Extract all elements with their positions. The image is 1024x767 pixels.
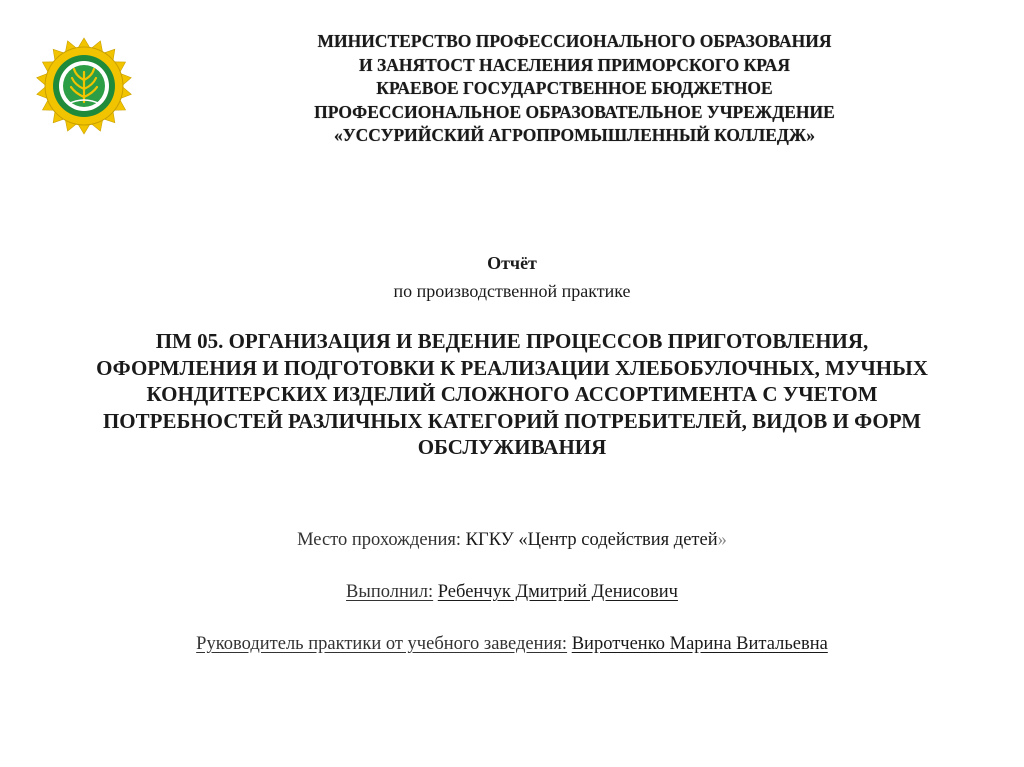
supervisor-line <box>0 632 1024 656</box>
module-title-line: КОНДИТЕРСКИХ ИЗДЕЛИЙ СЛОЖНОГО АССОРТИМЕНТА С УЧЕТОМ <box>146 382 878 406</box>
header-line: МИНИСТЕРСТВО ПРОФЕССИОНАЛЬНОГО ОБРАЗОВАНИЯ <box>317 31 832 51</box>
header-line: И ЗАНЯТОСТ НАСЕЛЕНИЯ ПРИМОРСКОГО КРАЯ <box>358 54 791 75</box>
module-title-line: ОБСЛУЖИВАНИЯ <box>417 435 607 459</box>
author-label: Выполнил: <box>346 582 434 602</box>
module-title-line: ОФОРМЛЕНИЯ И ПОДГОТОВКИ К РЕАЛИЗАЦИИ ХЛЕБОБУЛОЧНЫХ, МУЧНЫХ <box>96 355 928 380</box>
practice-place-quote: » <box>717 530 727 550</box>
author-name: Ребенчук Дмитрий Денисович <box>437 582 678 602</box>
institution-header <box>0 30 1024 148</box>
module-title <box>0 328 1024 461</box>
practice-place-value: КГКУ «Центр содействия детей <box>465 530 718 550</box>
practice-place <box>0 528 1024 552</box>
header-line: КРАЕВОЕ ГОСУДАРСТВЕННОЕ БЮДЖЕТНОЕ <box>376 78 773 98</box>
report-title: Отчёт <box>487 253 537 273</box>
author-line <box>0 580 1024 604</box>
practice-place-label: Место прохождения: <box>297 530 462 550</box>
module-title-line: ПОТРЕБНОСТЕЙ РАЗЛИЧНЫХ КАТЕГОРИЙ ПОТРЕБИТЕЛЕЙ, ВИДОВ И ФОРМ <box>102 408 922 433</box>
header-line: «УССУРИЙСКИЙ АГРОПРОМЫШЛЕННЫЙ КОЛЛЕДЖ» <box>334 125 815 145</box>
supervisor-label: Руководитель практики от учебного заведения: <box>196 634 568 654</box>
report-subtitle: по производственной практике <box>393 281 631 301</box>
module-title-line: ПМ 05. ОРГАНИЗАЦИЯ И ВЕДЕНИЕ ПРОЦЕССОВ ПРИГОТОВЛЕНИЯ, <box>155 329 869 353</box>
report-title-block <box>0 249 1024 305</box>
header-line: ПРОФЕССИОНАЛЬНОЕ ОБРАЗОВАТЕЛЬНОЕ УЧРЕЖДЕНИЕ <box>314 101 835 122</box>
supervisor-name: Виротченко Марина Витальевна <box>571 634 828 654</box>
